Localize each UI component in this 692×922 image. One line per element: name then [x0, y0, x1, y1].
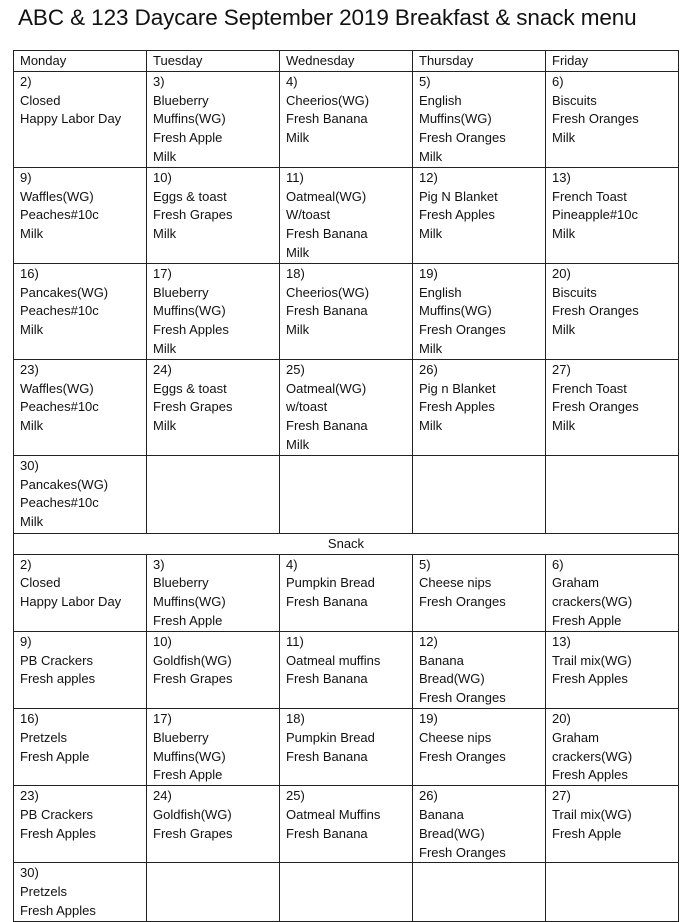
day-header: Tuesday: [147, 51, 280, 72]
snack-menu-line: 3): [153, 556, 165, 572]
snack-day-cell: [280, 708, 413, 785]
snack-menu-line: 25): [286, 788, 305, 804]
breakfast-menu-line: Fresh Oranges: [419, 130, 506, 146]
snack-day-cell: [546, 708, 679, 785]
breakfast-menu-line: Pancakes(WG): [20, 476, 109, 492]
snack-day-cell: [413, 554, 546, 631]
breakfast-menu-line: Milk: [20, 226, 44, 242]
breakfast-menu-line: Pig N Blanket: [419, 188, 498, 204]
snack-day-cell: [14, 554, 147, 631]
snack-week-row: [14, 554, 679, 631]
breakfast-menu-line: 17): [153, 265, 172, 281]
breakfast-menu-line: Happy Labor Day: [20, 111, 122, 127]
snack-menu-line: Fresh Banana: [286, 825, 368, 841]
snack-menu-line: Fresh Apple: [20, 748, 90, 764]
snack-day-cell: [14, 863, 147, 922]
breakfast-menu-line: 27): [552, 361, 571, 377]
breakfast-menu-line: W/toast: [286, 207, 331, 223]
snack-menu-line: Bread(WG): [419, 671, 485, 687]
page-title: ABC & 123 Daycare September 2019 Breakfast & snack menu: [18, 5, 637, 30]
breakfast-menu-line: Oatmeal(WG): [286, 188, 367, 204]
breakfast-day-cell: [14, 167, 147, 263]
snack-menu-line: Cheese nips: [419, 575, 492, 591]
breakfast-menu-line: Milk: [153, 418, 177, 434]
snack-menu-line: Fresh Apple: [552, 612, 622, 628]
breakfast-day-cell: [413, 71, 546, 167]
breakfast-menu-line: Eggs & toast: [153, 380, 227, 396]
breakfast-menu-line: Milk: [153, 226, 177, 242]
snack-menu-line: Fresh Banana: [286, 748, 368, 764]
snack-menu-line: 9): [20, 633, 32, 649]
breakfast-menu-line: Fresh Banana: [286, 418, 368, 434]
snack-menu-line: Pumpkin Bread: [286, 575, 375, 591]
breakfast-menu-line: 30): [20, 457, 39, 473]
breakfast-menu-line: Fresh Oranges: [419, 322, 506, 338]
snack-menu-line: Fresh Grapes: [153, 671, 233, 687]
breakfast-week-row: [14, 263, 679, 359]
snack-day-cell: [280, 554, 413, 631]
snack-day-cell: [147, 863, 280, 922]
breakfast-menu-line: Fresh Apples: [153, 322, 229, 338]
snack-menu-line: 6): [552, 556, 564, 572]
snack-menu-line: Banana: [419, 806, 464, 822]
snack-menu-line: Goldfish(WG): [153, 806, 232, 822]
breakfast-menu-line: Cheerios(WG): [286, 92, 370, 108]
snack-menu-line: Pumpkin Bread: [286, 729, 375, 745]
breakfast-menu-line: Fresh Banana: [286, 226, 368, 242]
snack-day-cell: [413, 863, 546, 922]
breakfast-menu-line: 11): [286, 169, 304, 185]
breakfast-menu-line: Milk: [20, 418, 44, 434]
breakfast-menu-line: Fresh Apple: [153, 130, 223, 146]
breakfast-menu-line: 18): [286, 265, 305, 281]
snack-week-row: [14, 786, 679, 863]
snack-menu-line: 2): [20, 556, 32, 572]
breakfast-day-cell: [546, 71, 679, 167]
breakfast-day-cell: [14, 71, 147, 167]
breakfast-menu-line: 2): [20, 73, 32, 89]
breakfast-day-cell: [546, 263, 679, 359]
breakfast-day-cell: [546, 455, 679, 533]
breakfast-menu-line: Waffles(WG): [20, 380, 94, 396]
snack-menu-line: Fresh Apple: [153, 767, 223, 783]
breakfast-menu-line: Milk: [419, 226, 443, 242]
breakfast-menu-line: Fresh Apples: [419, 399, 495, 415]
breakfast-menu-line: Pig n Blanket: [419, 380, 496, 396]
breakfast-menu-line: Eggs & toast: [153, 188, 227, 204]
breakfast-menu-line: English: [419, 284, 462, 300]
breakfast-menu-line: Fresh Oranges: [552, 111, 639, 127]
snack-day-cell: [413, 631, 546, 708]
snack-menu-line: PB Crackers: [20, 652, 93, 668]
day-header: Thursday: [413, 51, 546, 72]
breakfast-day-cell: [280, 359, 413, 455]
breakfast-menu-line: Muffins(WG): [419, 303, 492, 319]
snack-menu-line: 20): [552, 710, 571, 726]
snack-menu-line: 10): [153, 633, 172, 649]
breakfast-menu-line: Milk: [153, 148, 177, 164]
breakfast-menu-line: Muffins(WG): [153, 111, 226, 127]
breakfast-menu-line: Peaches#10c: [20, 399, 99, 415]
snack-day-cell: [14, 631, 147, 708]
breakfast-menu-line: Fresh Oranges: [552, 303, 639, 319]
snack-menu-line: Fresh Apples: [20, 825, 96, 841]
snack-week-row: [14, 708, 679, 785]
menu-table: [13, 50, 679, 922]
snack-menu-line: Fresh Apples: [552, 671, 628, 687]
breakfast-menu-line: Milk: [286, 244, 310, 260]
breakfast-menu-line: Peaches#10c: [20, 495, 99, 511]
breakfast-menu-line: French Toast: [552, 380, 627, 396]
breakfast-day-cell: [147, 455, 280, 533]
breakfast-menu-line: 26): [419, 361, 438, 377]
breakfast-menu-line: Cheerios(WG): [286, 284, 370, 300]
breakfast-menu-line: 23): [20, 361, 39, 377]
snack-menu-line: Trail mix(WG): [552, 806, 632, 822]
snack-menu-line: Fresh Oranges: [419, 690, 506, 706]
breakfast-menu-line: Peaches#10c: [20, 207, 99, 223]
snack-menu-line: 18): [286, 710, 305, 726]
breakfast-menu-line: 5): [419, 73, 431, 89]
breakfast-menu-line: Milk: [286, 436, 310, 452]
snack-menu-line: 26): [419, 788, 438, 804]
breakfast-menu-line: Fresh Banana: [286, 111, 368, 127]
snack-menu-line: 5): [419, 556, 431, 572]
breakfast-menu-line: 25): [286, 361, 305, 377]
breakfast-menu-line: Milk: [419, 418, 443, 434]
breakfast-menu-line: Milk: [552, 226, 576, 242]
snack-menu-line: Pretzels: [20, 884, 67, 900]
snack-menu-line: Fresh Apples: [552, 767, 628, 783]
snack-divider-row: [14, 533, 679, 554]
snack-menu-line: Bread(WG): [419, 825, 485, 841]
breakfast-day-cell: [413, 167, 546, 263]
breakfast-menu-line: Muffins(WG): [419, 111, 492, 127]
snack-menu-line: 13): [552, 633, 571, 649]
breakfast-menu-line: Peaches#10c: [20, 303, 99, 319]
snack-day-cell: [546, 554, 679, 631]
snack-day-cell: [280, 786, 413, 863]
breakfast-menu-line: w/toast: [286, 399, 328, 415]
snack-menu-line: Blueberry: [153, 575, 209, 591]
breakfast-day-cell: [413, 359, 546, 455]
breakfast-menu-line: 10): [153, 169, 172, 185]
breakfast-menu-line: Pancakes(WG): [20, 284, 109, 300]
breakfast-menu-line: 3): [153, 73, 165, 89]
breakfast-menu-line: Waffles(WG): [20, 188, 94, 204]
breakfast-menu-line: Fresh Grapes: [153, 399, 233, 415]
snack-day-cell: [413, 786, 546, 863]
snack-menu-line: 11): [286, 633, 304, 649]
snack-menu-line: Graham: [552, 729, 599, 745]
snack-menu-line: Fresh Apple: [153, 612, 223, 628]
breakfast-day-cell: [280, 263, 413, 359]
breakfast-menu-line: Pineapple#10c: [552, 207, 639, 223]
breakfast-day-cell: [147, 167, 280, 263]
snack-menu-line: 30): [20, 865, 39, 881]
breakfast-week-row: [14, 167, 679, 263]
snack-menu-line: 16): [20, 710, 39, 726]
snack-day-cell: [413, 708, 546, 785]
snack-label: Snack: [14, 533, 679, 554]
snack-menu-line: Muffins(WG): [153, 748, 226, 764]
day-header: Friday: [546, 51, 679, 72]
breakfast-day-cell: [14, 359, 147, 455]
breakfast-menu-line: Milk: [153, 340, 177, 356]
breakfast-menu-line: Closed: [20, 92, 61, 108]
snack-menu-line: 19): [419, 710, 438, 726]
snack-menu-line: Blueberry: [153, 729, 209, 745]
breakfast-menu-line: Fresh Apples: [419, 207, 495, 223]
breakfast-menu-line: Milk: [286, 130, 310, 146]
breakfast-day-cell: [14, 263, 147, 359]
snack-day-cell: [280, 631, 413, 708]
snack-menu-line: Banana: [419, 652, 464, 668]
day-header: Monday: [14, 51, 147, 72]
breakfast-day-cell: [546, 359, 679, 455]
snack-day-cell: [147, 631, 280, 708]
breakfast-menu-line: Milk: [419, 340, 443, 356]
breakfast-menu-line: Milk: [419, 148, 443, 164]
snack-menu-line: Fresh Banana: [286, 671, 368, 687]
snack-menu-line: Fresh Apple: [552, 825, 622, 841]
breakfast-day-cell: [147, 71, 280, 167]
day-header-row: [14, 51, 679, 72]
breakfast-day-cell: [147, 263, 280, 359]
breakfast-menu-line: 20): [552, 265, 571, 281]
snack-menu-line: 4): [286, 556, 298, 572]
snack-menu-line: Graham: [552, 575, 599, 591]
snack-menu-line: Fresh apples: [20, 671, 96, 687]
snack-day-cell: [147, 786, 280, 863]
snack-menu-line: Fresh Oranges: [419, 844, 506, 860]
snack-menu-line: Goldfish(WG): [153, 652, 232, 668]
breakfast-menu-line: 12): [419, 169, 438, 185]
breakfast-menu-line: 9): [20, 169, 32, 185]
breakfast-day-cell: [280, 455, 413, 533]
breakfast-menu-line: French Toast: [552, 188, 627, 204]
day-header: Wednesday: [280, 51, 413, 72]
breakfast-menu-line: 6): [552, 73, 564, 89]
breakfast-menu-line: 19): [419, 265, 438, 281]
breakfast-menu-line: English: [419, 92, 462, 108]
snack-week-row: [14, 631, 679, 708]
breakfast-day-cell: [280, 71, 413, 167]
breakfast-day-cell: [546, 167, 679, 263]
snack-day-cell: [546, 863, 679, 922]
breakfast-menu-line: Milk: [552, 418, 576, 434]
snack-menu-line: 24): [153, 788, 172, 804]
breakfast-menu-line: Muffins(WG): [153, 303, 226, 319]
breakfast-menu-line: 16): [20, 265, 39, 281]
breakfast-day-cell: [14, 455, 147, 533]
snack-menu-line: Happy Labor Day: [20, 594, 122, 610]
snack-menu-line: Fresh Banana: [286, 594, 368, 610]
snack-menu-line: crackers(WG): [552, 594, 633, 610]
breakfast-menu-line: Milk: [20, 514, 44, 530]
breakfast-week-row: [14, 359, 679, 455]
snack-menu-line: Oatmeal Muffins: [286, 806, 381, 822]
snack-week-row: [14, 863, 679, 922]
snack-day-cell: [546, 786, 679, 863]
snack-menu-line: 23): [20, 788, 39, 804]
menu-body: [14, 51, 679, 922]
snack-menu-line: Fresh Apples: [20, 902, 96, 918]
snack-menu-line: Fresh Oranges: [419, 748, 506, 764]
breakfast-week-row: [14, 455, 679, 533]
snack-day-cell: [546, 631, 679, 708]
breakfast-day-cell: [413, 263, 546, 359]
breakfast-menu-line: Fresh Oranges: [552, 399, 639, 415]
breakfast-menu-line: 13): [552, 169, 571, 185]
snack-day-cell: [280, 863, 413, 922]
breakfast-day-cell: [280, 167, 413, 263]
snack-menu-line: crackers(WG): [552, 748, 633, 764]
snack-menu-line: Oatmeal muffins: [286, 652, 381, 668]
snack-menu-line: Cheese nips: [419, 729, 492, 745]
breakfast-menu-line: Fresh Banana: [286, 303, 368, 319]
snack-menu-line: Trail mix(WG): [552, 652, 632, 668]
breakfast-menu-line: Blueberry: [153, 284, 209, 300]
breakfast-week-row: [14, 71, 679, 167]
snack-day-cell: [147, 708, 280, 785]
snack-day-cell: [14, 786, 147, 863]
snack-menu-line: 17): [153, 710, 172, 726]
breakfast-day-cell: [413, 455, 546, 533]
snack-menu-line: PB Crackers: [20, 806, 93, 822]
snack-menu-line: 27): [552, 788, 571, 804]
snack-menu-line: Muffins(WG): [153, 594, 226, 610]
snack-menu-line: 12): [419, 633, 438, 649]
breakfast-menu-line: Milk: [286, 322, 310, 338]
snack-day-cell: [147, 554, 280, 631]
breakfast-menu-line: Milk: [552, 322, 576, 338]
breakfast-menu-line: Biscuits: [552, 284, 597, 300]
breakfast-menu-line: Oatmeal(WG): [286, 380, 367, 396]
snack-menu-line: Fresh Grapes: [153, 825, 233, 841]
breakfast-menu-line: 24): [153, 361, 172, 377]
breakfast-menu-line: Milk: [552, 130, 576, 146]
breakfast-day-cell: [147, 359, 280, 455]
breakfast-menu-line: 4): [286, 73, 298, 89]
breakfast-menu-line: Biscuits: [552, 92, 597, 108]
breakfast-menu-line: Blueberry: [153, 92, 209, 108]
snack-menu-line: Closed: [20, 575, 61, 591]
snack-menu-line: Fresh Oranges: [419, 594, 506, 610]
breakfast-menu-line: Fresh Grapes: [153, 207, 233, 223]
snack-day-cell: [14, 708, 147, 785]
snack-menu-line: Pretzels: [20, 729, 67, 745]
breakfast-menu-line: Milk: [20, 322, 44, 338]
